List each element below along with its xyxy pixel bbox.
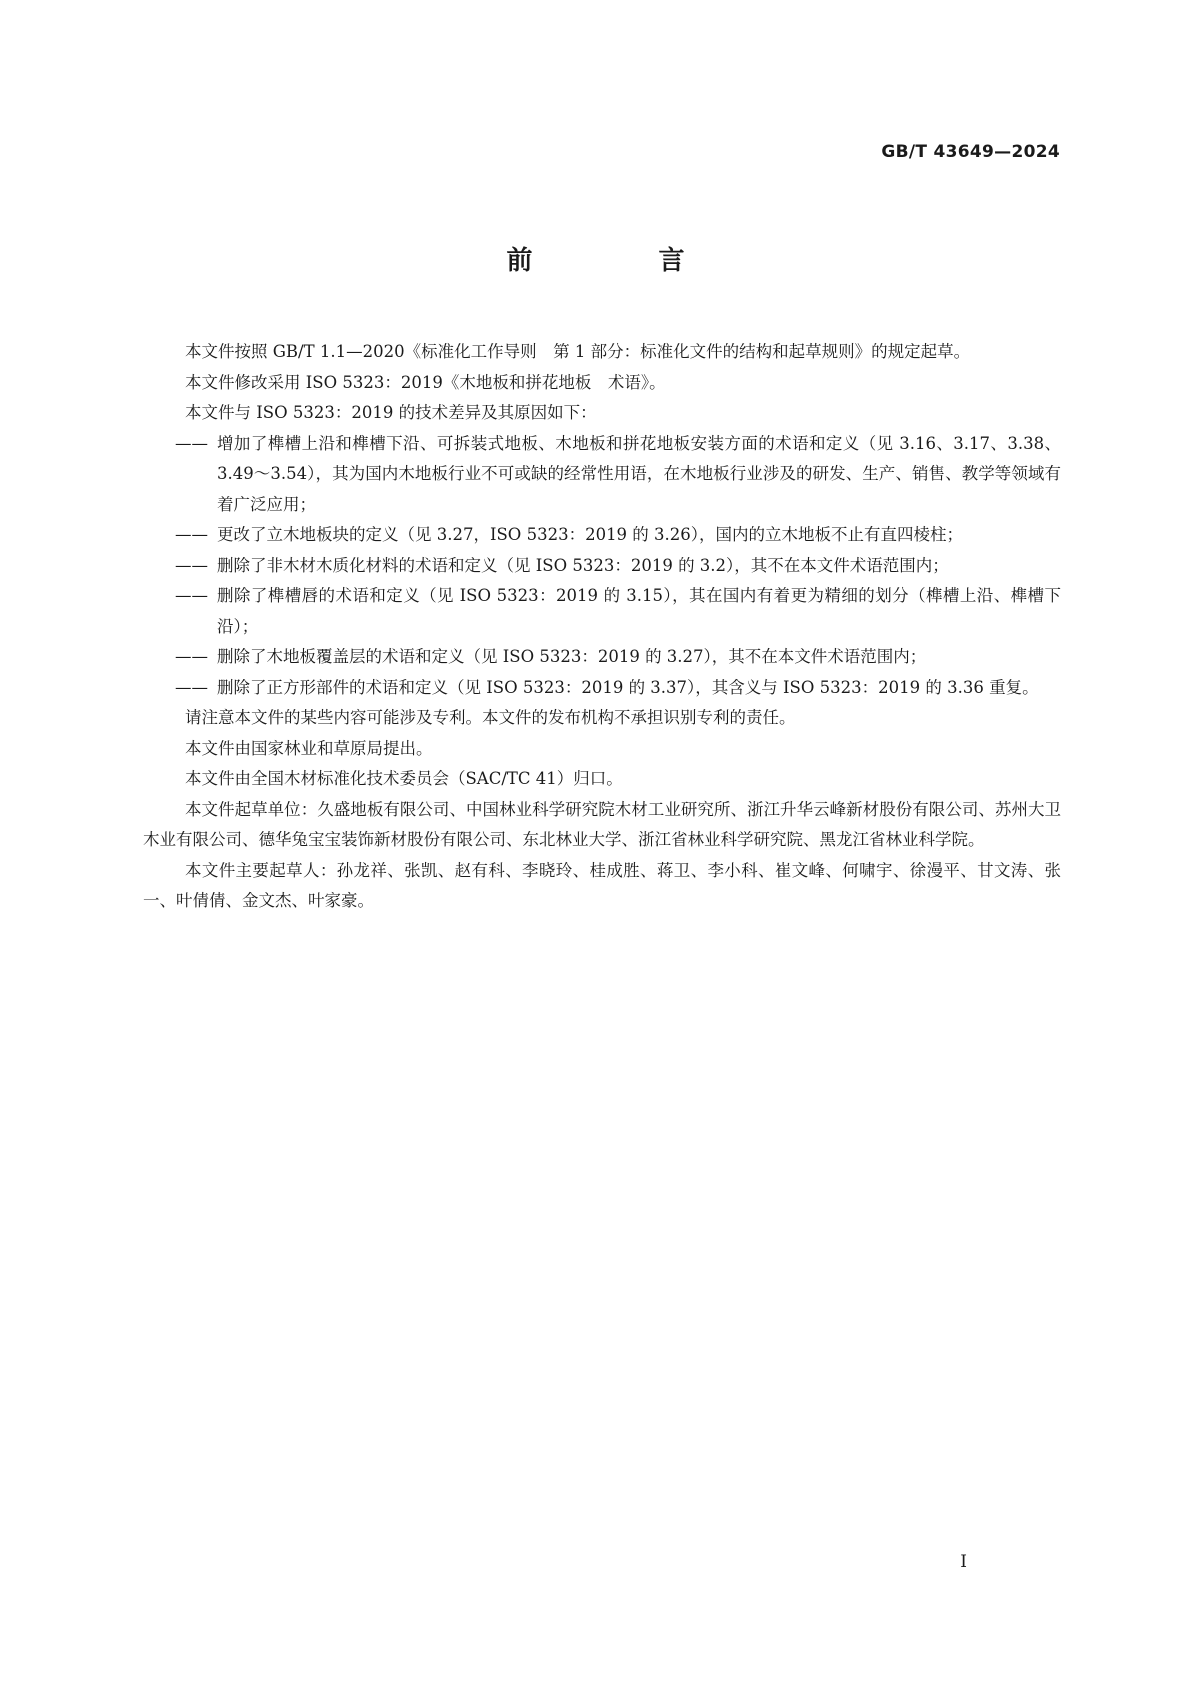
difference-text: 删除了榫槽唇的术语和定义（见 ISO 5323：2019 的 3.15），其在国内有着更为精细的划分（榫槽上沿、榫槽下沿）； (217, 586, 1061, 636)
difference-item (143, 520, 1061, 551)
difference-text: 增加了榫槽上沿和榫槽下沿、可拆装式地板、木地板和拼花地板安装方面的术语和定义（见 3.16、3.17、3.38、3.49～3.54），其为国内木地板行业不可或缺的经常性用语，在木地板行业涉及的研发、生产、销售、教学等领域有着广泛应用； (217, 433, 1061, 514)
paragraph-proposer: 本文件由国家林业和草原局提出。 (185, 738, 433, 758)
difference-item (143, 673, 1061, 704)
paragraph-differences-intro: 本文件与 ISO 5323：2019 的技术差异及其原因如下： (185, 403, 597, 422)
dash-mark: —— (175, 647, 208, 666)
paragraph-committee: 本文件由全国木材标准化技术委员会（SAC/TC 41）归口。 (185, 769, 623, 788)
dash-mark: —— (175, 525, 208, 544)
paragraph-patent-notice: 请注意本文件的某些内容可能涉及专利。本文件的发布机构不承担识别专利的责任。 (185, 708, 796, 727)
difference-text: 删除了非木材木质化材料的术语和定义（见 ISO 5323：2019 的 3.2），其不在本文件术语范围内； (217, 555, 949, 575)
difference-text: 删除了木地板覆盖层的术语和定义（见 ISO 5323：2019 的 3.27），其不在本文件术语范围内； (217, 647, 927, 666)
difference-item (143, 581, 1061, 642)
foreword-body (143, 337, 1061, 917)
dash-mark: —— (175, 586, 208, 605)
paragraph-drafting-units: 本文件起草单位：久盛地板有限公司、中国林业科学研究院木材工业研究所、浙江升华云峰新材股份有限公司、苏州大卫木业有限公司、德华兔宝宝装饰新材股份有限公司、东北林业大学、浙江省林业科学研究院、黑龙江省林业科学院。 (143, 799, 1061, 849)
dash-mark: —— (175, 555, 208, 575)
standard-code: GB/T 43649—2024 (881, 142, 1060, 162)
difference-item (143, 642, 1061, 673)
dash-mark: —— (175, 433, 208, 453)
paragraph-drafters: 本文件主要起草人：孙龙祥、张凯、赵有科、李晓玲、桂成胜、蒋卫、李小科、崔文峰、何啸宇、徐漫平、甘文涛、张一、叶倩倩、金文杰、叶家豪。 (143, 860, 1061, 910)
paragraph-drafting-rules: 本文件按照 GB/T 1.1—2020《标准化工作导则 第 1 部分：标准化文件的结构和起草规则》的规定起草。 (185, 342, 971, 361)
difference-item (143, 429, 1061, 521)
page-title: 前 言 (506, 246, 735, 276)
dash-mark: —— (175, 677, 208, 697)
page-number: I (960, 1552, 967, 1572)
paragraph-adoption: 本文件修改采用 ISO 5323：2019《木地板和拼花地板 术语》。 (185, 372, 666, 392)
difference-text: 更改了立木地板块的定义（见 3.27，ISO 5323：2019 的 3.26），国内的立木地板不止有直四棱柱； (217, 525, 964, 544)
difference-item (143, 551, 1061, 582)
difference-text: 删除了正方形部件的术语和定义（见 ISO 5323：2019 的 3.37），其含义与 ISO 5323：2019 的 3.36 重复。 (217, 677, 1039, 697)
